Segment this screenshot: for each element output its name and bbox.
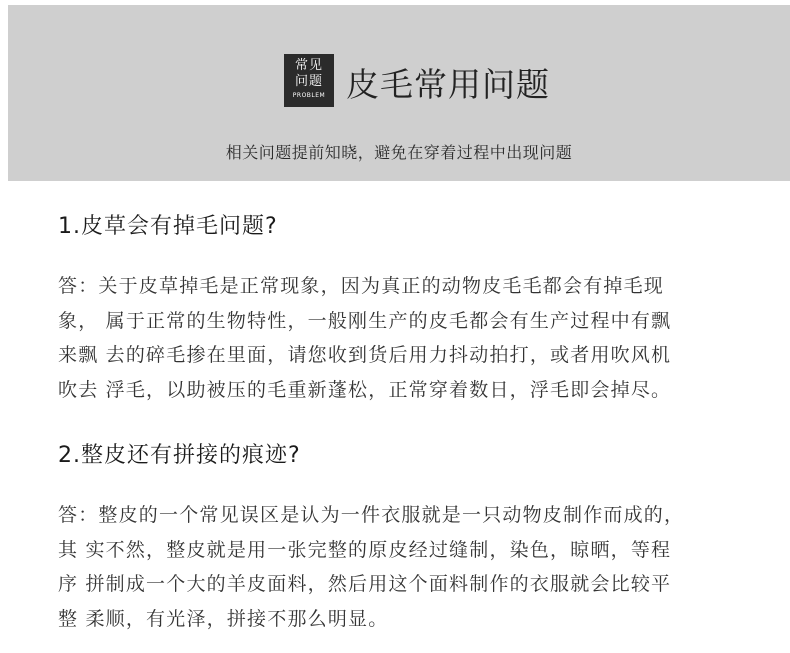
- faq-answer-2-line-3: 序 拼制成一个大的羊皮面料，然后用这个面料制作的衣服就会比较平: [58, 573, 672, 595]
- faq-item-1: [58, 212, 768, 407]
- faq-answer-2: [58, 498, 768, 636]
- faq-answer-1-line-1: 答：关于皮草掉毛是正常现象，因为真正的动物皮毛毛都会有掉毛现: [58, 275, 665, 297]
- faq-answer-2-line-1: 答：整皮的一个常见误区是认为一件衣服就是一只动物皮制作而成的，: [58, 504, 685, 526]
- faq-answer-1-line-3: 来飘 去的碎毛掺在里面，请您收到货后用力抖动拍打，或者用吹风机: [58, 344, 672, 366]
- faq-badge: [284, 54, 334, 107]
- header-banner: [8, 5, 790, 181]
- faq-question-1: 1.皮草会有掉毛问题?: [58, 214, 278, 239]
- badge-line-1: 常见: [294, 58, 323, 73]
- badge-line-2: 问题: [294, 74, 323, 89]
- faq-answer-2-line-4: 整 柔顺，有光泽，拼接不那么明显。: [58, 607, 389, 630]
- page-title: 皮毛常用问题: [346, 65, 550, 104]
- faq-answer-1: [58, 269, 768, 407]
- faq-item-2: [58, 441, 768, 636]
- faq-answer-1-line-4: 吹去 浮毛，以助被压的毛重新蓬松，正常穿着数日，浮毛即会掉尽。: [58, 378, 672, 401]
- page-subtitle: 相关问题提前知晓，避免在穿着过程中出现问题: [225, 143, 573, 162]
- badge-english: PROBLEM: [292, 92, 326, 99]
- faq-answer-1-line-2: 象， 属于正常的生物特性，一般刚生产的皮毛都会有生产过程中有飘: [58, 309, 672, 332]
- faq-answer-2-line-2: 其 实不然，整皮就是用一张完整的原皮经过缝制，染色，晾晒，等程: [58, 538, 672, 561]
- faq-question-2: 2.整皮还有拼接的痕迹?: [58, 443, 301, 468]
